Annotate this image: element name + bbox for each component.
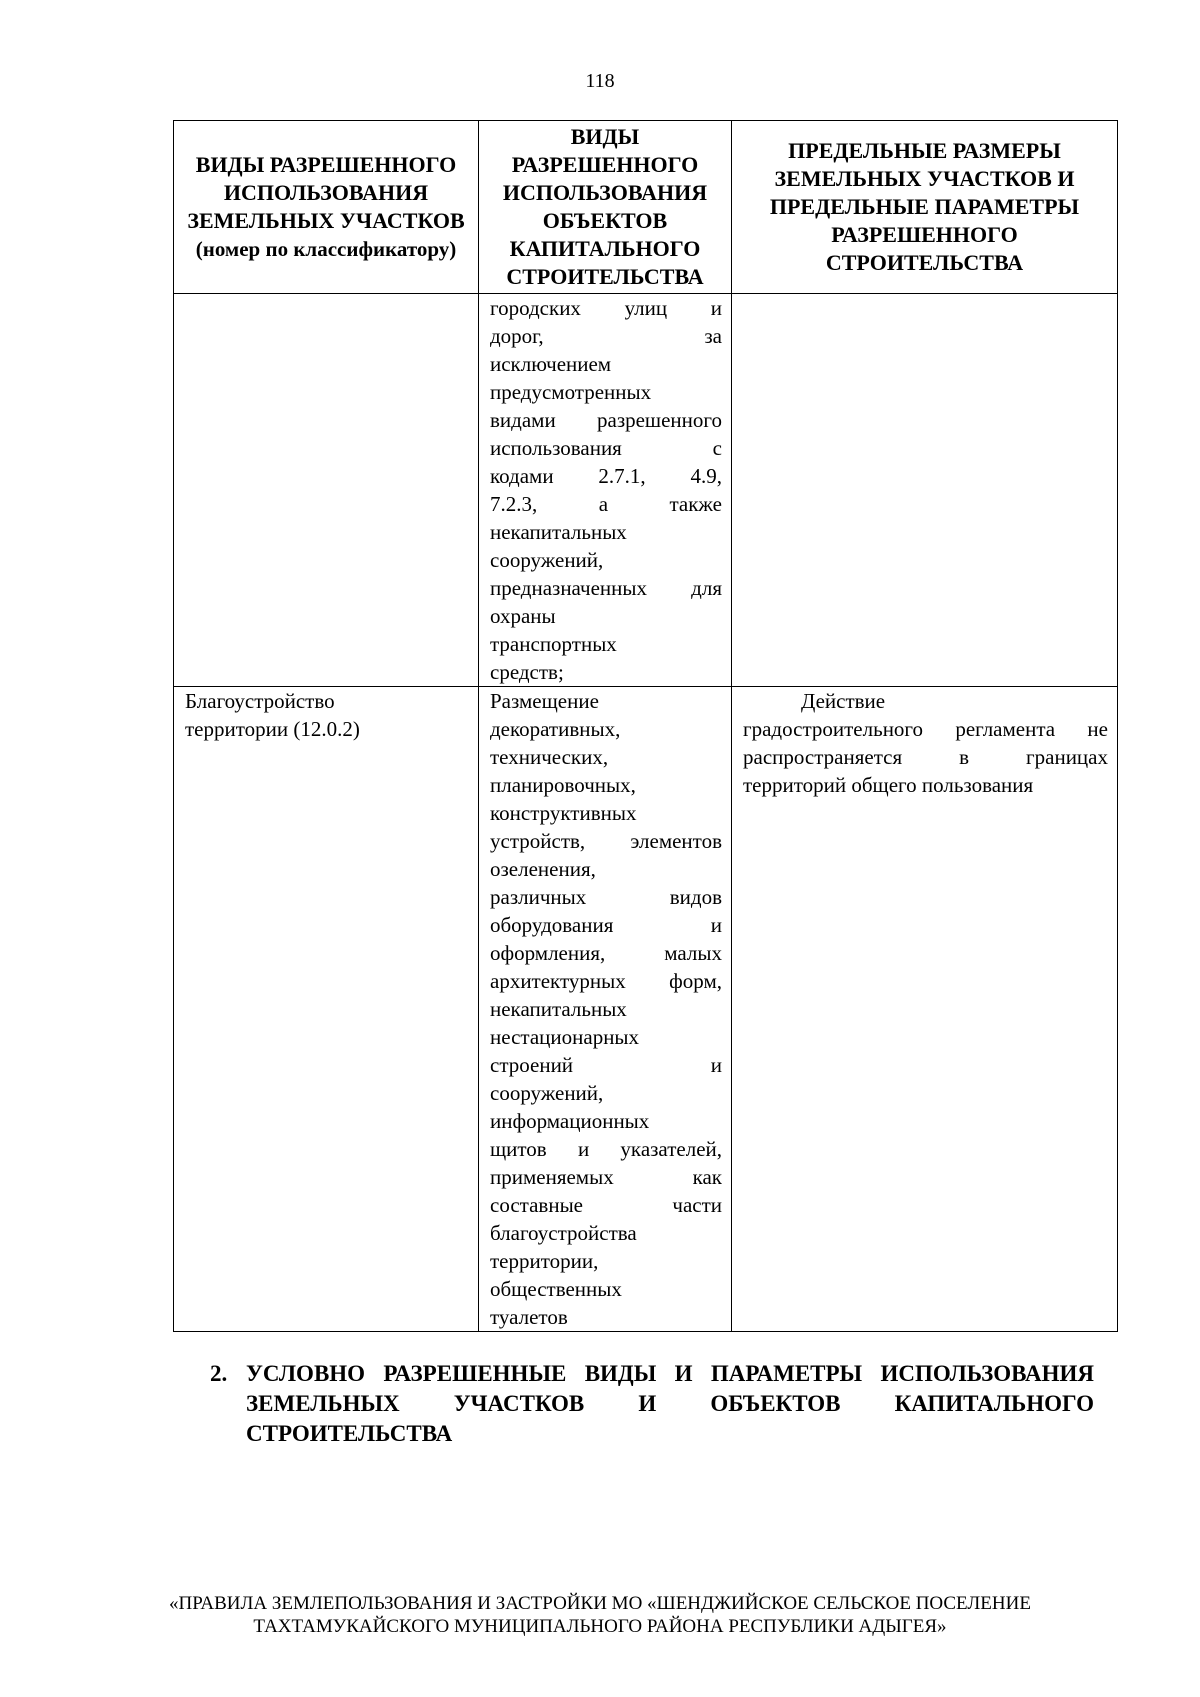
- text-line: территории (12.0.2): [185, 717, 360, 741]
- text-line: некапитальных: [490, 997, 627, 1021]
- text-line: 7.2.3, а также: [490, 492, 722, 516]
- document-footer: [0, 1592, 1200, 1638]
- land-use-cell: [174, 294, 479, 687]
- text-line: Благоустройство: [185, 689, 335, 713]
- text-line: общественных: [490, 1277, 622, 1301]
- text-line: градостроительного регламента не: [743, 717, 1108, 741]
- header-parameters: ПРЕДЕЛЬНЫЕ РАЗМЕРЫ ЗЕМЕЛЬНЫХ УЧАСТКОВ И ПРЕДЕЛЬНЫЕ ПАРАМЕТРЫ РАЗРЕШЕННОГО СТРОИТЕЛЬСТВА: [732, 121, 1118, 294]
- text-line: оборудования и: [490, 913, 722, 937]
- text-line: распространяется в границах: [743, 745, 1108, 769]
- section-heading: [210, 1359, 1094, 1449]
- text-line: предусмотренных: [490, 380, 652, 404]
- text-line: различных видов: [490, 885, 722, 909]
- text-line: транспортных: [490, 632, 617, 656]
- text-line: некапитальных: [490, 520, 627, 544]
- text-line: территории,: [490, 1249, 599, 1273]
- text-line: дорог, за: [490, 324, 722, 348]
- text-line: территорий общего пользования: [743, 773, 1034, 797]
- text-line: СТРОИТЕЛЬСТВА: [246, 1421, 453, 1446]
- parameters-cell: [732, 294, 1118, 687]
- footer-line-2: ТАХТАМУКАЙСКОГО МУНИЦИПАЛЬНОГО РАЙОНА РЕСПУБЛИКИ АДЫГЕЯ»: [253, 1616, 947, 1637]
- text-line: туалетов: [490, 1305, 568, 1329]
- text-line: предназначенных для: [490, 576, 722, 600]
- section-number: 2.: [210, 1361, 228, 1386]
- parameters-cell: [732, 687, 1118, 1332]
- text-line: технических,: [490, 745, 609, 769]
- capital-objects-cell: [479, 294, 732, 687]
- land-use-cell: [174, 687, 479, 1332]
- text-line: оформления, малых: [490, 941, 722, 965]
- capital-objects-cell: [479, 687, 732, 1332]
- text-line: сооружений,: [490, 548, 604, 572]
- text-line: благоустройства: [490, 1221, 637, 1245]
- land-use-table: [173, 120, 1118, 1332]
- header-land-use-note: (номер по классификатору): [195, 237, 457, 261]
- text-line: Действие: [801, 689, 886, 713]
- text-line: Размещение: [490, 689, 599, 713]
- text-line: информационных: [490, 1109, 650, 1133]
- text-line: охраны: [490, 604, 556, 628]
- text-line: использования с: [490, 436, 722, 460]
- header-land-use-title: ВИДЫ РАЗРЕШЕННОГО ИСПОЛЬЗОВАНИЯ ЗЕМЕЛЬНЫХ УЧАСТКОВ: [187, 152, 465, 233]
- text-line: исключением: [490, 352, 612, 376]
- text-line: планировочных,: [490, 773, 636, 797]
- text-line: архитектурных форм,: [490, 969, 722, 993]
- text-line: строений и: [490, 1053, 722, 1077]
- text-line: озеленения,: [490, 857, 596, 881]
- header-capital-objects: ВИДЫ РАЗРЕШЕННОГО ИСПОЛЬЗОВАНИЯ ОБЪЕКТОВ КАПИТАЛЬНОГО СТРОИТЕЛЬСТВА: [479, 121, 732, 294]
- text-line: нестационарных: [490, 1025, 640, 1049]
- text-line: декоративных,: [490, 717, 621, 741]
- table-header-row: [174, 121, 1118, 294]
- text-line: видами разрешенного: [490, 408, 722, 432]
- header-land-use: [174, 121, 479, 294]
- text-line: ЗЕМЕЛЬНЫХ УЧАСТКОВ И ОБЪЕКТОВ КАПИТАЛЬНОГО: [246, 1391, 1094, 1416]
- text-line: щитов и указателей,: [490, 1137, 722, 1161]
- page-number: 118: [585, 70, 615, 92]
- text-line: применяемых как: [490, 1165, 722, 1189]
- text-line: составные части: [490, 1193, 722, 1217]
- footer-line-1: «ПРАВИЛА ЗЕМЛЕПОЛЬЗОВАНИЯ И ЗАСТРОЙКИ МО «ШЕНДЖИЙСКОЕ СЕЛЬСКОЕ ПОСЕЛЕНИЕ: [169, 1593, 1031, 1614]
- text-line: средств;: [490, 660, 564, 684]
- table-row: [174, 687, 1118, 1332]
- section-title: [246, 1359, 1094, 1449]
- text-line: кодами 2.7.1, 4.9,: [490, 464, 722, 488]
- text-line: конструктивных: [490, 801, 637, 825]
- text-line: УСЛОВНО РАЗРЕШЕННЫЕ ВИДЫ И ПАРАМЕТРЫ ИСПОЛЬЗОВАНИЯ: [246, 1361, 1094, 1386]
- text-line: устройств, элементов: [490, 829, 722, 853]
- text-line: сооружений,: [490, 1081, 604, 1105]
- text-line: городских улиц и: [490, 296, 722, 320]
- table-row: [174, 294, 1118, 687]
